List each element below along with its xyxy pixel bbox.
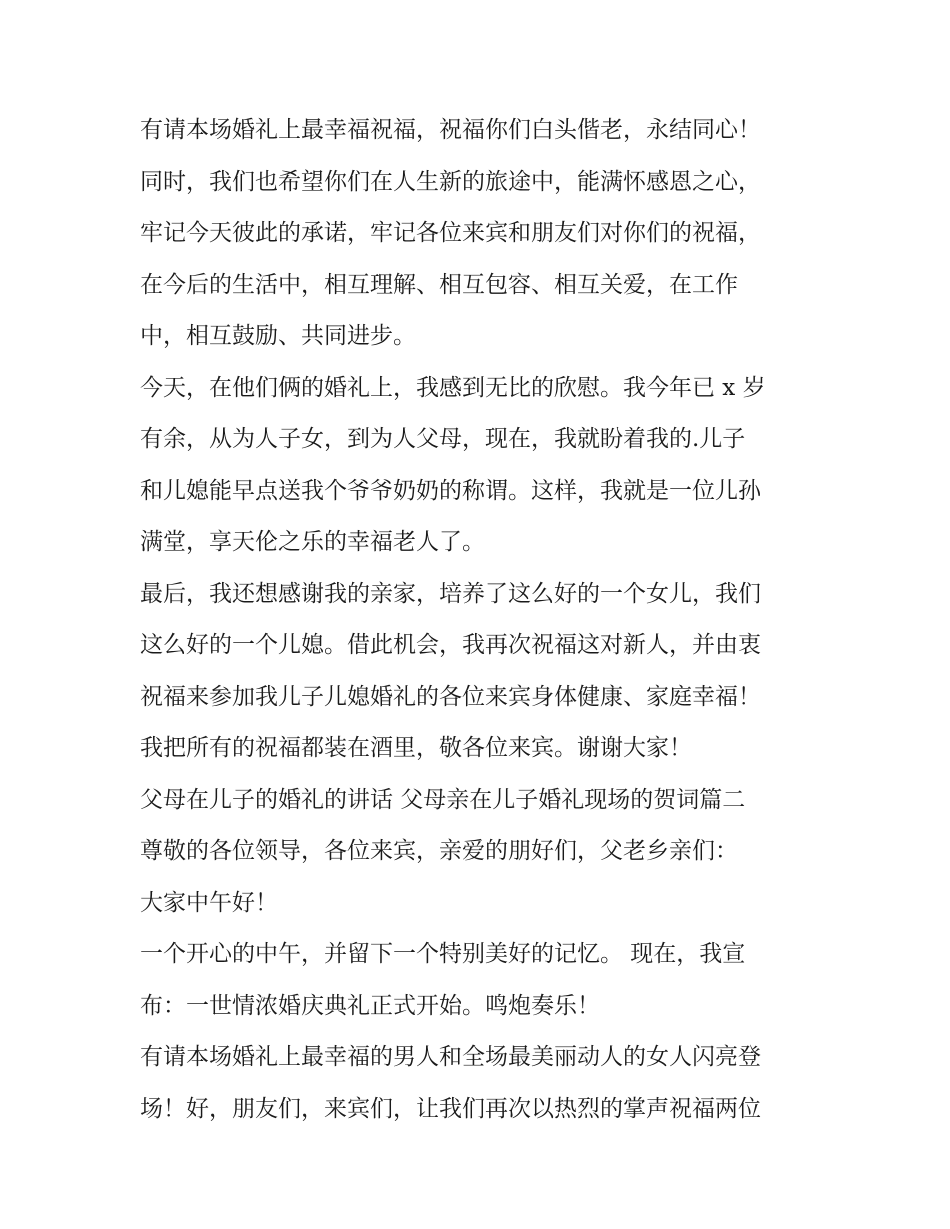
text-line: 我把所有的祝福都装在酒里，敬各位来宾。谢谢大家！ (140, 735, 692, 761)
text-line: 最后，我还想感谢我的亲家，培养了这么好的一个女儿，我们 (140, 580, 761, 607)
text-line: 今天，在他们俩的婚礼上，我感到无比的欣慰。我今年已 x 岁 (140, 374, 766, 401)
text-line: 中，相互鼓励、共同进步。 (140, 323, 416, 349)
text-line: 有请本场婚礼上最幸福的男人和全场最美丽动人的女人闪亮登 (140, 1044, 761, 1070)
text-line: 和儿媳能早点送我个爷爷奶奶的称谓。这样，我就是一位儿孙 (140, 477, 761, 504)
text-line: 尊敬的各位领导，各位来宾，亲爱的朋好们，父老乡亲们： (140, 838, 738, 864)
text-line: 同时，我们也希望你们在人生新的旅途中，能满怀感恩之心， (140, 168, 761, 195)
text-line: 有请本场婚礼上最幸福祝福，祝福你们白头偕老，永结同心！ (140, 117, 761, 143)
section-heading: 父母在儿子的婚礼的讲话 父母亲在儿子婚礼现场的贺词篇二 (140, 786, 746, 813)
text-line: 满堂，享天伦之乐的幸福老人了。 (140, 529, 485, 555)
text-line: 有余，从为人子女，到为人父母，现在，我就盼着我的.儿子 (140, 426, 746, 452)
document-body (140, 105, 820, 1135)
text-line: 布：一世情浓婚庆典礼正式开始。鸣炮奏乐！ (140, 992, 600, 1019)
text-line: 一个开心的中午，并留下一个特别美好的记忆。 现在，我宣 (140, 941, 746, 967)
text-line: 场！好，朋友们，来宾们，让我们再次以热烈的掌声祝福两位 (140, 1095, 761, 1122)
text-line: 大家中午好！ (140, 889, 278, 916)
text-line: 这么好的一个儿媳。借此机会，我再次祝福这对新人，并由衷 (140, 632, 761, 658)
text-line: 在今后的生活中，相互理解、相互包容、相互关爱，在工作 (140, 271, 738, 298)
text-line: 祝福来参加我儿子儿媳婚礼的各位来宾身体健康、家庭幸福！ (140, 683, 761, 710)
text-line: 牢记今天彼此的承诺，牢记各位来宾和朋友们对你们的祝福， (140, 220, 761, 246)
